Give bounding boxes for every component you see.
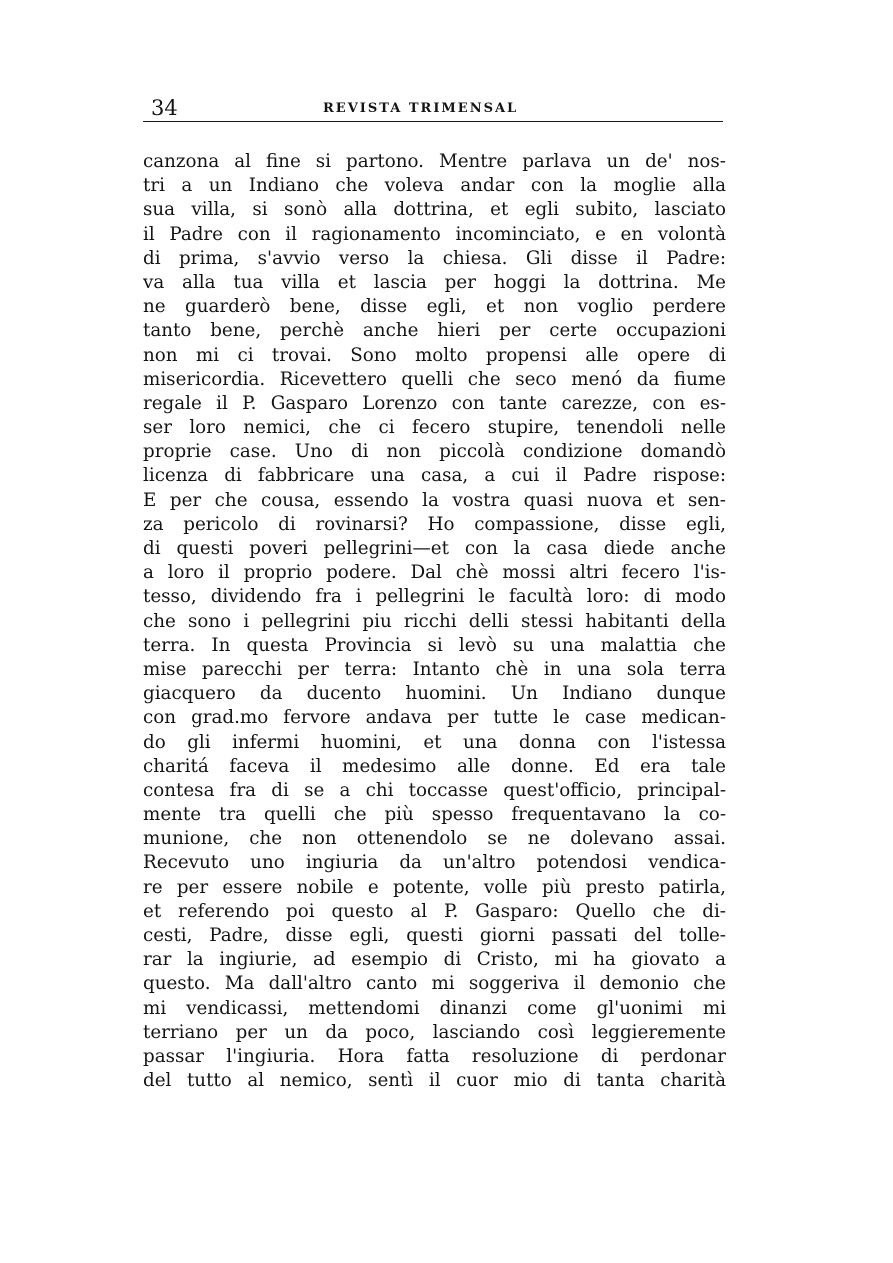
- text-line: tesso, dividendo fra i pellegrini le facultà loro: di modo: [143, 586, 726, 608]
- text-line: tri a un Indiano che voleva andar con la moglie alla: [143, 175, 726, 197]
- text-line: di questi poveri pellegrini—et con la casa diede anche: [143, 538, 726, 559]
- text-line: licenza di fabbricare una casa, a cui il Padre rispose:: [143, 465, 726, 487]
- text-line: et referendo poi questo al P. Gasparo: Quello che di-: [143, 900, 726, 922]
- text-line: con grad.mo fervore andava per tutte le case medican-: [143, 707, 726, 729]
- body-text: [143, 150, 726, 1093]
- text-line: va alla tua villa et lascia per hoggi la dottrina. Me: [143, 271, 726, 293]
- text-line: charitá faceva il medesimo alle donne. Ed era tale: [143, 755, 726, 777]
- text-line: cesti, Padre, disse egli, questi giorni passati del tolle-: [143, 925, 726, 946]
- page-header: [143, 96, 726, 122]
- text-line: tanto bene, perchè anche hieri per certe occupazioni: [143, 320, 726, 342]
- text-line: misericordia. Ricevettero quelli che seco menó da fiume: [143, 368, 726, 390]
- text-line: terriano per un da poco, lasciando così leggieremente: [143, 1021, 726, 1043]
- text-line: del tutto al nemico, sentì il cuor mio di tanta charità: [143, 1070, 726, 1092]
- text-line: mi vendicassi, mettendomi dinanzi come gl'uonimi mi: [143, 997, 726, 1019]
- header-rule: [143, 121, 723, 122]
- text-line: munione, che non ottenendolo se ne dolevano assai.: [143, 828, 726, 850]
- text-line: questo. Ma dall'altro canto mi soggeriva il demonio che: [143, 973, 726, 995]
- text-line: E per che cousa, essendo la vostra quasi nuova et sen-: [143, 489, 726, 511]
- text-line: proprie case. Uno di non piccolà condizione domandò: [143, 441, 726, 463]
- text-line: do gli infermi huomini, et una donna con l'istessa: [143, 731, 726, 753]
- text-line: ne guarderò bene, disse egli, et non voglio perdere: [143, 296, 726, 318]
- text-line: mise parecchi per terra: Intanto chè in una sola terra: [143, 658, 726, 680]
- text-line: di prima, s'avvio verso la chiesa. Gli disse il Padre:: [143, 247, 726, 269]
- text-line: passar l'ingiuria. Hora fatta resoluzione di perdonar: [143, 1045, 726, 1067]
- text-line: che sono i pellegrini piu ricchi delli stessi habitanti della: [143, 610, 726, 632]
- text-line: giacquero da ducento huomini. Un Indiano dunque: [143, 683, 726, 705]
- text-line: non mi ci trovai. Sono molto propensi alle opere di: [143, 344, 726, 366]
- text-line: contesa fra di se a chi toccasse quest'officio, principal-: [143, 779, 726, 801]
- text-line: sua villa, si sonò alla dottrina, et egli subito, lasciato: [143, 199, 726, 221]
- text-line: regale il P. Gasparo Lorenzo con tante carezze, con es-: [143, 392, 726, 414]
- text-line: re per essere nobile e potente, volle più presto patirla,: [143, 876, 726, 898]
- text-line: terra. In questa Provincia si levò su una malattia che: [143, 634, 726, 656]
- running-title: REVISTA TRIMENSAL: [323, 101, 519, 116]
- text-line: il Padre con il ragionamento incominciato, e en volontà: [143, 223, 726, 245]
- text-line: Recevuto uno ingiuria da un'altro potendosi vendica-: [143, 852, 726, 874]
- text-line: mente tra quelli che più spesso frequentavano la co-: [143, 804, 726, 826]
- text-line: ser loro nemici, che ci fecero stupire, tenendoli nelle: [143, 417, 726, 439]
- text-line: za pericolo di rovinarsi? Ho compassione, disse egli,: [143, 513, 726, 535]
- text-line: canzona al fine si partono. Mentre parlava un de' nos-: [143, 151, 726, 172]
- page-number: 34: [151, 96, 178, 120]
- text-line: a loro il proprio podere. Dal chè mossi altri fecero l'is-: [143, 562, 726, 584]
- text-line: rar la ingiurie, ad esempio di Cristo, mi ha giovato a: [143, 949, 726, 971]
